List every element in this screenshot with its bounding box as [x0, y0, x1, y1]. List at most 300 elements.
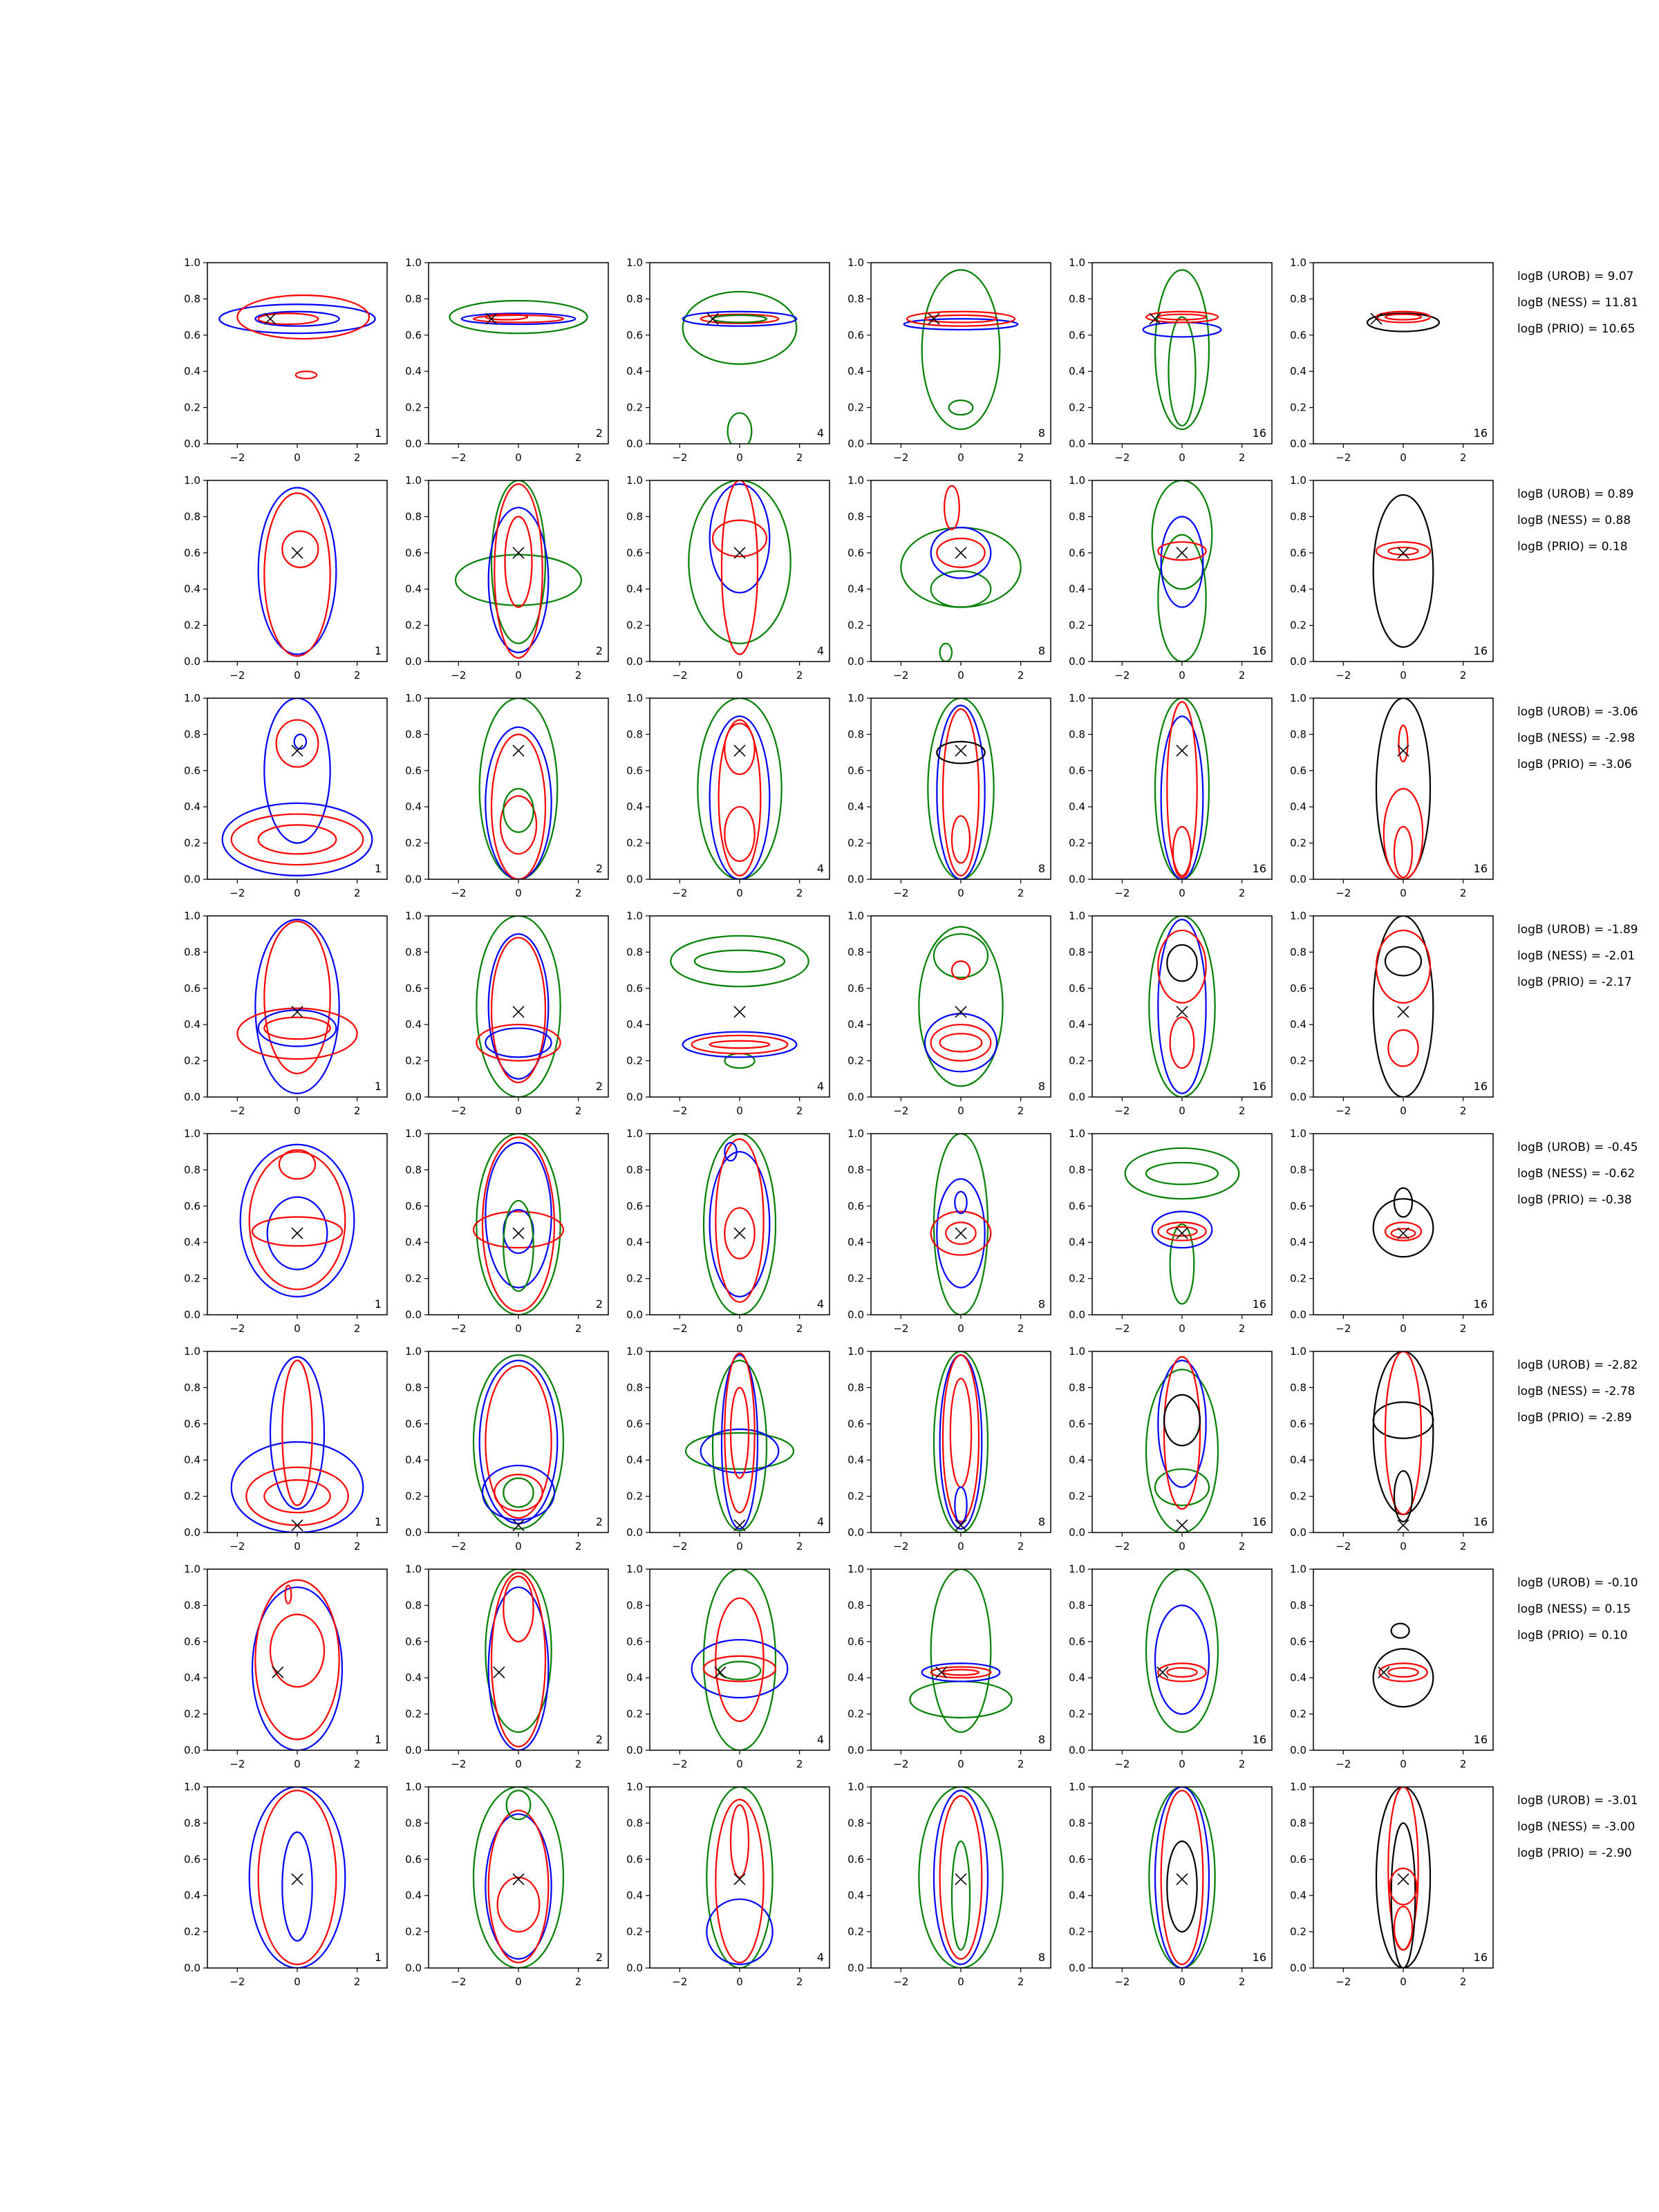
- true-value-marker: [1398, 1006, 1409, 1018]
- y-tick-label: 0.6: [847, 1635, 864, 1648]
- contour-blue: [937, 705, 984, 879]
- y-tick-label: 0.0: [847, 873, 864, 885]
- contour-red: [715, 1598, 763, 1721]
- y-tick-label: 0.2: [184, 401, 200, 414]
- contour-red: [264, 493, 330, 656]
- x-tick-label: 0: [957, 1322, 964, 1335]
- true-value-marker: [955, 745, 966, 756]
- contour-red: [259, 825, 337, 854]
- contour-red: [1384, 789, 1423, 879]
- contour-group: [688, 480, 790, 655]
- x-tick-label: −2: [893, 1976, 909, 1988]
- contour-group: [1376, 1787, 1430, 1968]
- y-tick-label: 0.0: [1069, 1091, 1085, 1103]
- y-tick-label: 1.0: [405, 1563, 422, 1575]
- x-tick-label: −2: [893, 887, 909, 899]
- x-tick-label: 2: [1017, 887, 1024, 899]
- axes-frame: [1313, 916, 1493, 1097]
- panel-number-label: 4: [816, 427, 824, 440]
- x-tick-label: 2: [1459, 1758, 1467, 1770]
- panel-r1-c3: [626, 256, 830, 464]
- axes-frame: [1092, 1569, 1272, 1750]
- y-tick-label: 0.8: [847, 946, 864, 959]
- contour-blue: [1152, 1212, 1212, 1248]
- contour-green: [1169, 317, 1196, 426]
- contour-black: [1167, 1841, 1197, 1932]
- y-tick-label: 0.0: [1069, 873, 1085, 885]
- y-tick-label: 1.0: [184, 474, 200, 487]
- y-tick-label: 1.0: [626, 256, 643, 269]
- x-tick-label: 2: [796, 1540, 803, 1553]
- logb-value-text: logB (UROB) = -3.01: [1517, 1794, 1638, 1808]
- y-tick-label: 0.0: [1069, 1962, 1085, 1974]
- true-value-marker: [1398, 1874, 1409, 1885]
- contour-red: [494, 484, 542, 658]
- panel-r7-c1: [184, 1563, 387, 1770]
- panel-number-label: 2: [595, 1080, 603, 1093]
- y-tick-label: 0.8: [1290, 510, 1306, 523]
- contour-red: [282, 1360, 312, 1506]
- y-tick-label: 0.8: [847, 1817, 864, 1830]
- y-tick-label: 1.0: [1290, 256, 1306, 269]
- panel-number-label: 16: [1252, 644, 1266, 657]
- logb-value-text: logB (UROB) = -3.06: [1517, 705, 1638, 719]
- contour-green: [491, 480, 545, 644]
- x-tick-label: 0: [515, 451, 522, 464]
- panel-r7-c5: [1069, 1563, 1272, 1770]
- y-tick-label: 1.0: [1069, 1127, 1085, 1140]
- y-tick-label: 0.0: [405, 1962, 422, 1974]
- y-tick-label: 0.0: [405, 655, 422, 668]
- contour-blue: [294, 734, 306, 749]
- y-tick-label: 0.2: [847, 1272, 864, 1285]
- y-tick-label: 1.0: [405, 1781, 422, 1793]
- x-tick-label: 2: [1238, 1758, 1246, 1770]
- y-tick-label: 0.8: [184, 292, 200, 306]
- y-tick-label: 0.4: [1069, 1236, 1085, 1249]
- axes-frame: [207, 1569, 387, 1750]
- y-tick-label: 0.2: [184, 619, 200, 632]
- x-tick-label: 0: [736, 669, 743, 682]
- y-tick-label: 1.0: [1069, 910, 1085, 922]
- y-tick-label: 0.6: [405, 1417, 422, 1430]
- true-value-marker: [734, 1006, 745, 1018]
- contour-black: [1394, 1188, 1412, 1217]
- y-tick-label: 0.8: [626, 1817, 643, 1830]
- y-tick-label: 0.2: [626, 1925, 643, 1938]
- contour-red: [940, 1796, 982, 1959]
- axes-frame: [1313, 480, 1493, 662]
- contour-red: [952, 962, 970, 980]
- y-tick-label: 0.0: [1290, 655, 1306, 668]
- contour-black: [1391, 1823, 1416, 1968]
- x-tick-label: 0: [515, 1976, 522, 1988]
- x-tick-label: 0: [957, 451, 964, 464]
- y-tick-label: 0.2: [1290, 836, 1306, 850]
- x-tick-label: 2: [796, 1105, 803, 1117]
- logb-value-text: logB (PRIO) = 0.10: [1517, 1629, 1628, 1642]
- y-tick-label: 0.6: [1290, 1417, 1306, 1430]
- contour-blue: [955, 1488, 966, 1524]
- y-tick-label: 0.6: [1069, 764, 1085, 777]
- true-value-marker: [955, 1874, 966, 1885]
- y-tick-label: 0.2: [405, 1054, 422, 1067]
- panel-r5-c6: [1290, 1127, 1493, 1335]
- contour-group: [919, 1787, 1002, 1968]
- contour-group: [1149, 1787, 1215, 1968]
- y-tick-label: 0.2: [847, 1490, 864, 1503]
- contour-red: [489, 1810, 549, 1962]
- y-tick-label: 0.6: [847, 1853, 864, 1866]
- y-tick-label: 0.0: [847, 1526, 864, 1539]
- x-tick-label: −2: [1114, 1540, 1130, 1553]
- y-tick-label: 0.0: [1290, 1091, 1306, 1103]
- x-tick-label: 0: [957, 887, 964, 899]
- contour-red: [1170, 1018, 1194, 1068]
- x-tick-label: 0: [957, 669, 964, 682]
- y-tick-label: 0.8: [405, 1381, 422, 1394]
- y-tick-label: 0.4: [1290, 365, 1306, 378]
- y-tick-label: 1.0: [626, 910, 643, 922]
- x-tick-label: −2: [893, 1105, 909, 1117]
- contour-green: [1146, 1163, 1218, 1184]
- contour-group: [1146, 1569, 1218, 1732]
- y-tick-label: 1.0: [626, 1781, 643, 1793]
- y-tick-label: 0.6: [405, 1853, 422, 1866]
- x-tick-label: 0: [957, 1540, 964, 1553]
- logb-value-text: logB (UROB) = -0.10: [1517, 1576, 1638, 1590]
- y-tick-label: 0.4: [626, 365, 643, 378]
- x-tick-label: −2: [893, 451, 909, 464]
- contour-green: [474, 1355, 563, 1529]
- x-tick-label: 0: [1400, 669, 1407, 682]
- contour-red: [259, 313, 319, 324]
- y-tick-label: 0.6: [1290, 1199, 1306, 1212]
- y-tick-label: 0.0: [626, 655, 643, 668]
- panel-r3-c3: [626, 692, 830, 899]
- contour-red: [474, 1212, 563, 1248]
- y-tick-label: 1.0: [847, 1781, 864, 1793]
- contour-red: [500, 796, 536, 854]
- y-tick-label: 0.8: [847, 1599, 864, 1612]
- y-tick-label: 0.8: [405, 1817, 422, 1830]
- panel-r1-c6: [1290, 256, 1493, 464]
- contour-red: [503, 1576, 533, 1641]
- contour-red: [252, 1217, 342, 1246]
- contour-red: [1385, 1351, 1421, 1515]
- panel-r2-c3: [626, 474, 830, 682]
- logb-value-text: logB (NESS) = -3.00: [1517, 1820, 1635, 1834]
- x-tick-label: −2: [1335, 1105, 1351, 1117]
- logb-value-text: logB (NESS) = -0.62: [1517, 1167, 1635, 1181]
- x-tick-label: −2: [672, 1758, 688, 1770]
- y-tick-label: 0.6: [405, 328, 422, 341]
- x-tick-label: 0: [515, 669, 522, 682]
- x-tick-label: 0: [736, 1758, 743, 1770]
- contour-red: [715, 1799, 763, 1962]
- panel-number-label: 1: [374, 1297, 382, 1311]
- y-tick-label: 1.0: [1290, 1127, 1306, 1140]
- x-tick-label: 2: [1238, 1540, 1246, 1553]
- y-tick-label: 1.0: [626, 1127, 643, 1140]
- contour-green: [688, 480, 790, 644]
- x-tick-label: 0: [515, 1758, 522, 1770]
- true-value-marker: [1177, 547, 1188, 559]
- contour-blue: [925, 1013, 997, 1071]
- x-tick-label: 0: [294, 1540, 301, 1553]
- panel-number-label: 4: [816, 1733, 824, 1746]
- y-tick-label: 1.0: [1069, 1781, 1085, 1793]
- y-tick-label: 0.2: [847, 836, 864, 850]
- x-tick-label: 0: [1179, 1758, 1185, 1770]
- y-tick-label: 1.0: [184, 692, 200, 704]
- y-tick-label: 0.4: [626, 1454, 643, 1467]
- contour-blue: [259, 487, 337, 654]
- panel-number-label: 16: [1252, 1515, 1266, 1528]
- x-tick-label: −2: [672, 1540, 688, 1553]
- y-tick-label: 0.8: [626, 946, 643, 959]
- y-tick-label: 0.4: [1290, 583, 1306, 596]
- x-tick-label: 0: [736, 1322, 743, 1335]
- contour-group: [706, 1787, 772, 1968]
- y-tick-label: 0.6: [1290, 328, 1306, 341]
- y-tick-label: 0.0: [847, 1962, 864, 1974]
- y-tick-label: 0.0: [184, 1091, 200, 1103]
- x-tick-label: 2: [1017, 1105, 1024, 1117]
- x-tick-label: −2: [1114, 1105, 1130, 1117]
- contour-blue: [259, 1010, 337, 1046]
- y-tick-label: 1.0: [405, 256, 422, 269]
- y-tick-label: 0.6: [184, 328, 200, 341]
- contour-red: [1173, 827, 1191, 877]
- y-tick-label: 0.8: [405, 728, 422, 741]
- x-tick-label: 2: [574, 887, 582, 899]
- contour-group: [480, 698, 558, 879]
- y-tick-label: 1.0: [847, 692, 864, 704]
- y-tick-label: 0.6: [847, 546, 864, 559]
- y-tick-label: 0.0: [626, 873, 643, 885]
- contour-blue: [1161, 516, 1203, 607]
- y-tick-label: 1.0: [184, 256, 200, 269]
- y-tick-label: 0.6: [847, 1199, 864, 1212]
- y-tick-label: 1.0: [184, 1781, 200, 1793]
- contour-group: [928, 698, 993, 879]
- x-tick-label: 0: [1400, 451, 1407, 464]
- y-tick-label: 1.0: [405, 692, 422, 704]
- contour-green: [724, 1053, 754, 1068]
- contour-green: [928, 698, 993, 879]
- contour-green: [713, 1360, 767, 1530]
- y-tick-label: 0.8: [405, 946, 422, 959]
- true-value-marker: [955, 1228, 966, 1239]
- contour-group: [223, 698, 373, 876]
- true-value-marker: [513, 1006, 524, 1018]
- x-tick-label: 2: [796, 1322, 803, 1335]
- contour-green: [1146, 1569, 1218, 1732]
- x-tick-label: −2: [672, 1322, 688, 1335]
- contour-red: [724, 724, 754, 774]
- y-tick-label: 0.8: [184, 946, 200, 959]
- contour-black: [1167, 945, 1197, 981]
- panel-r5-c2: [405, 1127, 608, 1335]
- contour-black: [1374, 495, 1434, 647]
- y-tick-label: 0.4: [847, 1454, 864, 1467]
- contour-group: [686, 1353, 794, 1531]
- true-value-marker: [734, 745, 745, 756]
- axes-frame: [1313, 1787, 1493, 1968]
- contour-blue: [485, 1028, 551, 1057]
- y-tick-label: 0.8: [184, 1163, 200, 1177]
- y-tick-label: 0.2: [184, 836, 200, 850]
- x-tick-label: 0: [1179, 1105, 1185, 1117]
- y-tick-label: 0.2: [405, 1490, 422, 1503]
- true-value-marker: [1398, 547, 1409, 559]
- contour-green: [1146, 1369, 1218, 1533]
- contour-red: [1399, 725, 1408, 761]
- x-tick-label: 2: [574, 1976, 582, 1988]
- y-tick-label: 0.2: [626, 1272, 643, 1285]
- y-tick-label: 0.2: [847, 619, 864, 632]
- contour-group: [232, 1357, 364, 1533]
- y-tick-label: 0.0: [1290, 873, 1306, 885]
- x-tick-label: 0: [957, 1976, 964, 1988]
- y-tick-label: 0.2: [184, 1054, 200, 1067]
- x-tick-label: −2: [451, 1758, 467, 1770]
- y-tick-label: 0.2: [405, 836, 422, 850]
- panel-r8-c6: [1290, 1781, 1493, 1988]
- x-tick-label: 2: [574, 1322, 582, 1335]
- contour-red: [1167, 1227, 1197, 1236]
- contour-green: [683, 292, 797, 364]
- contour-red: [264, 921, 330, 1074]
- contour-red: [931, 1667, 991, 1678]
- x-tick-label: 0: [1179, 1322, 1185, 1335]
- contour-group: [692, 1569, 788, 1750]
- contour-blue: [922, 1663, 1000, 1681]
- contour-group: [1376, 698, 1430, 879]
- y-tick-label: 0.8: [1290, 1817, 1306, 1830]
- y-tick-label: 0.8: [1069, 1599, 1085, 1612]
- y-tick-label: 0.8: [184, 1817, 200, 1830]
- x-tick-label: −2: [1114, 1322, 1130, 1335]
- contour-blue: [722, 1355, 758, 1529]
- panel-r8-c2: [405, 1781, 608, 1988]
- y-tick-label: 0.2: [184, 1272, 200, 1285]
- x-tick-label: 2: [1017, 669, 1024, 682]
- contour-green: [931, 1569, 991, 1732]
- x-tick-label: −2: [1114, 1758, 1130, 1770]
- x-tick-label: −2: [672, 1105, 688, 1117]
- contour-green: [910, 1681, 1011, 1717]
- contour-black: [1164, 1395, 1200, 1445]
- y-tick-label: 0.6: [1290, 1635, 1306, 1648]
- y-tick-label: 1.0: [1290, 692, 1306, 704]
- x-tick-label: 2: [353, 1758, 361, 1770]
- contour-red: [731, 1805, 749, 1877]
- x-tick-label: 0: [515, 1322, 522, 1335]
- contour-black: [937, 742, 984, 763]
- panel-r2-c2: [405, 474, 608, 682]
- y-tick-label: 0.8: [1069, 1163, 1085, 1177]
- contour-green: [704, 1134, 776, 1315]
- y-tick-label: 1.0: [1290, 1563, 1306, 1575]
- x-tick-label: 2: [1459, 451, 1467, 464]
- true-value-marker: [1177, 745, 1188, 756]
- y-tick-label: 1.0: [847, 1345, 864, 1358]
- contour-group: [697, 698, 781, 879]
- x-tick-label: −2: [451, 669, 467, 682]
- panel-number-label: 4: [816, 862, 824, 875]
- contour-group: [259, 487, 337, 656]
- y-tick-label: 0.4: [405, 1671, 422, 1685]
- y-tick-label: 0.8: [626, 292, 643, 306]
- logb-value-text: logB (NESS) = 0.88: [1517, 514, 1631, 527]
- panel-number-label: 16: [1473, 644, 1488, 657]
- y-tick-label: 0.2: [1069, 1925, 1085, 1938]
- y-tick-label: 1.0: [626, 1345, 643, 1358]
- contour-group: [1143, 270, 1221, 429]
- contour-green: [449, 301, 587, 333]
- y-tick-label: 0.6: [184, 1199, 200, 1212]
- contour-blue: [282, 1833, 312, 1941]
- contour-red: [692, 1035, 788, 1053]
- y-tick-label: 0.6: [184, 1417, 200, 1430]
- y-tick-label: 0.8: [1069, 946, 1085, 959]
- axes-frame: [871, 916, 1051, 1097]
- x-tick-label: −2: [1335, 1976, 1351, 1988]
- panel-number-label: 16: [1252, 427, 1266, 440]
- axes-frame: [207, 1134, 387, 1315]
- x-tick-label: −2: [1114, 1976, 1130, 1988]
- logb-value-text: logB (PRIO) = -2.90: [1517, 1846, 1632, 1860]
- contour-group: [237, 919, 357, 1094]
- true-value-marker: [1150, 313, 1161, 324]
- y-tick-label: 1.0: [1290, 1781, 1306, 1793]
- y-tick-label: 1.0: [1069, 692, 1085, 704]
- x-tick-label: −2: [1335, 1758, 1351, 1770]
- axes-frame: [429, 263, 608, 444]
- y-tick-label: 0.0: [184, 1744, 200, 1756]
- x-tick-label: 2: [353, 1322, 361, 1335]
- x-tick-label: 2: [353, 451, 361, 464]
- y-tick-label: 1.0: [1290, 910, 1306, 922]
- x-tick-label: 2: [1017, 1540, 1024, 1553]
- y-tick-label: 0.8: [847, 1381, 864, 1394]
- y-tick-label: 0.4: [405, 365, 422, 378]
- panel-r2-c1: [184, 474, 387, 682]
- y-tick-label: 0.6: [1069, 1417, 1085, 1430]
- y-tick-label: 0.6: [184, 546, 200, 559]
- true-value-marker: [292, 745, 303, 756]
- true-value-marker: [513, 745, 524, 756]
- contour-group: [219, 295, 375, 379]
- axes-frame: [1313, 263, 1493, 444]
- panel-number-label: 4: [816, 1297, 824, 1311]
- y-tick-label: 0.6: [626, 546, 643, 559]
- y-tick-label: 0.6: [1069, 1853, 1085, 1866]
- panel-r6-c2: [405, 1345, 608, 1553]
- y-tick-label: 0.2: [847, 1707, 864, 1721]
- x-tick-label: 0: [736, 1105, 743, 1117]
- x-tick-label: −2: [229, 887, 245, 899]
- contour-red: [940, 1033, 982, 1051]
- contour-red: [1376, 930, 1430, 1003]
- panel-r3-c5: [1069, 692, 1272, 899]
- y-tick-label: 1.0: [1069, 256, 1085, 269]
- contour-green: [1155, 698, 1209, 879]
- contour-red: [1388, 1668, 1418, 1677]
- contour-red: [952, 816, 970, 863]
